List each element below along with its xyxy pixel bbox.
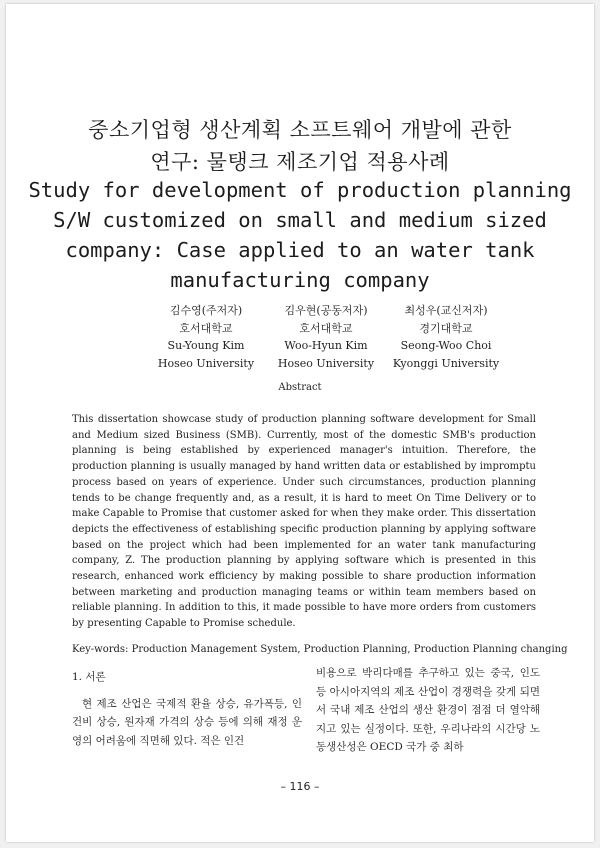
body-left-column — [72, 668, 302, 750]
author-1 — [146, 302, 266, 372]
author-3 — [386, 302, 506, 372]
author-2 — [266, 302, 386, 372]
author-name-en: Su-Young Kim — [167, 339, 245, 352]
keywords: Key-words: Production Management System, Production Planning, Production Planning changing — [72, 644, 568, 655]
page-number: – 116 – — [280, 780, 320, 793]
author-name-en: Seong-Woo Choi — [400, 339, 492, 352]
abstract-heading: Abstract — [278, 382, 322, 393]
author-affiliation-en: Kyonggi University — [392, 356, 500, 370]
author-name-en: Woo-Hyun Kim — [284, 339, 368, 352]
english-title-line-4: manufacturing company — [170, 268, 430, 292]
author-name-ko: 최성우(교신저자) — [404, 304, 488, 317]
author-affiliation-en: Hoseo University — [277, 356, 375, 370]
author-affiliation-en: Hoseo University — [157, 356, 255, 370]
author-name-ko: 김수영(주저자) — [169, 304, 243, 317]
paper-page — [6, 4, 594, 842]
english-title-line-2: S/W customized on small and medium sized — [53, 208, 547, 232]
korean-title-line-1: 중소기업형 생산계획 소프트웨어 개발에 관한 — [88, 118, 512, 142]
body-text-left: 현 제조 산업은 국제적 환율 상승, 유가폭등, 인건비 상승, 원자재 가격의 상승 등에 의해 재정 운영의 어려움에 직면해 있다. 적은 인건 — [72, 697, 302, 747]
section-heading: 1. 서론 — [72, 671, 106, 683]
author-affiliation-ko: 호서대학교 — [299, 321, 353, 335]
author-affiliation-ko: 호서대학교 — [179, 321, 233, 335]
author-affiliation-ko: 경기대학교 — [419, 321, 473, 335]
body-text-right: 비용으로 박리다매를 추구하고 있는 중국, 인도 등 아시아지역의 제조 산업이 경쟁력을 갖게 되면서 국내 제조 산업의 생산 환경이 점점 더 열악해 지고 있는 실정이다. 또한, 우리나라의 시간당 노동생산성은 OECD 국가 중 최하 — [316, 667, 540, 753]
abstract-text: This dissertation showcase study of production planning software development for Small and Medium sized Business (SMB). Currently, most of the domestic SMB's production planning is being established by experienced manager's intuition. Therefore, the production planning is usually managed by hand written data or established by impromptu process based on years of experience. Under such circumstances, production planning tends to be change frequently and, as a result, it is hard to meet On Time Delivery or to make Capable to Promise that customer asked for when they make order. This dissertation depicts the effectiveness of establishing specific production planning by applying software based on the project which had been implemented for an water tank manufacturing company, Z. The production planning by applying software which is presented in this research, enhanced work efficiency by making possible to share production information between marketing and production managing teams or within team members based on reliable planning. In addition to this, it made possible to have more orders from customers by presenting Capable to Promise schedule. — [72, 414, 536, 630]
author-name-ko: 김우현(공동저자) — [284, 304, 368, 317]
english-title-line-1: Study for development of production planning — [28, 178, 572, 202]
english-title-line-3: company: Case applied to an water tank — [65, 238, 535, 262]
korean-title-line-2: 연구: 물탱크 제조기업 적용사례 — [150, 150, 450, 174]
